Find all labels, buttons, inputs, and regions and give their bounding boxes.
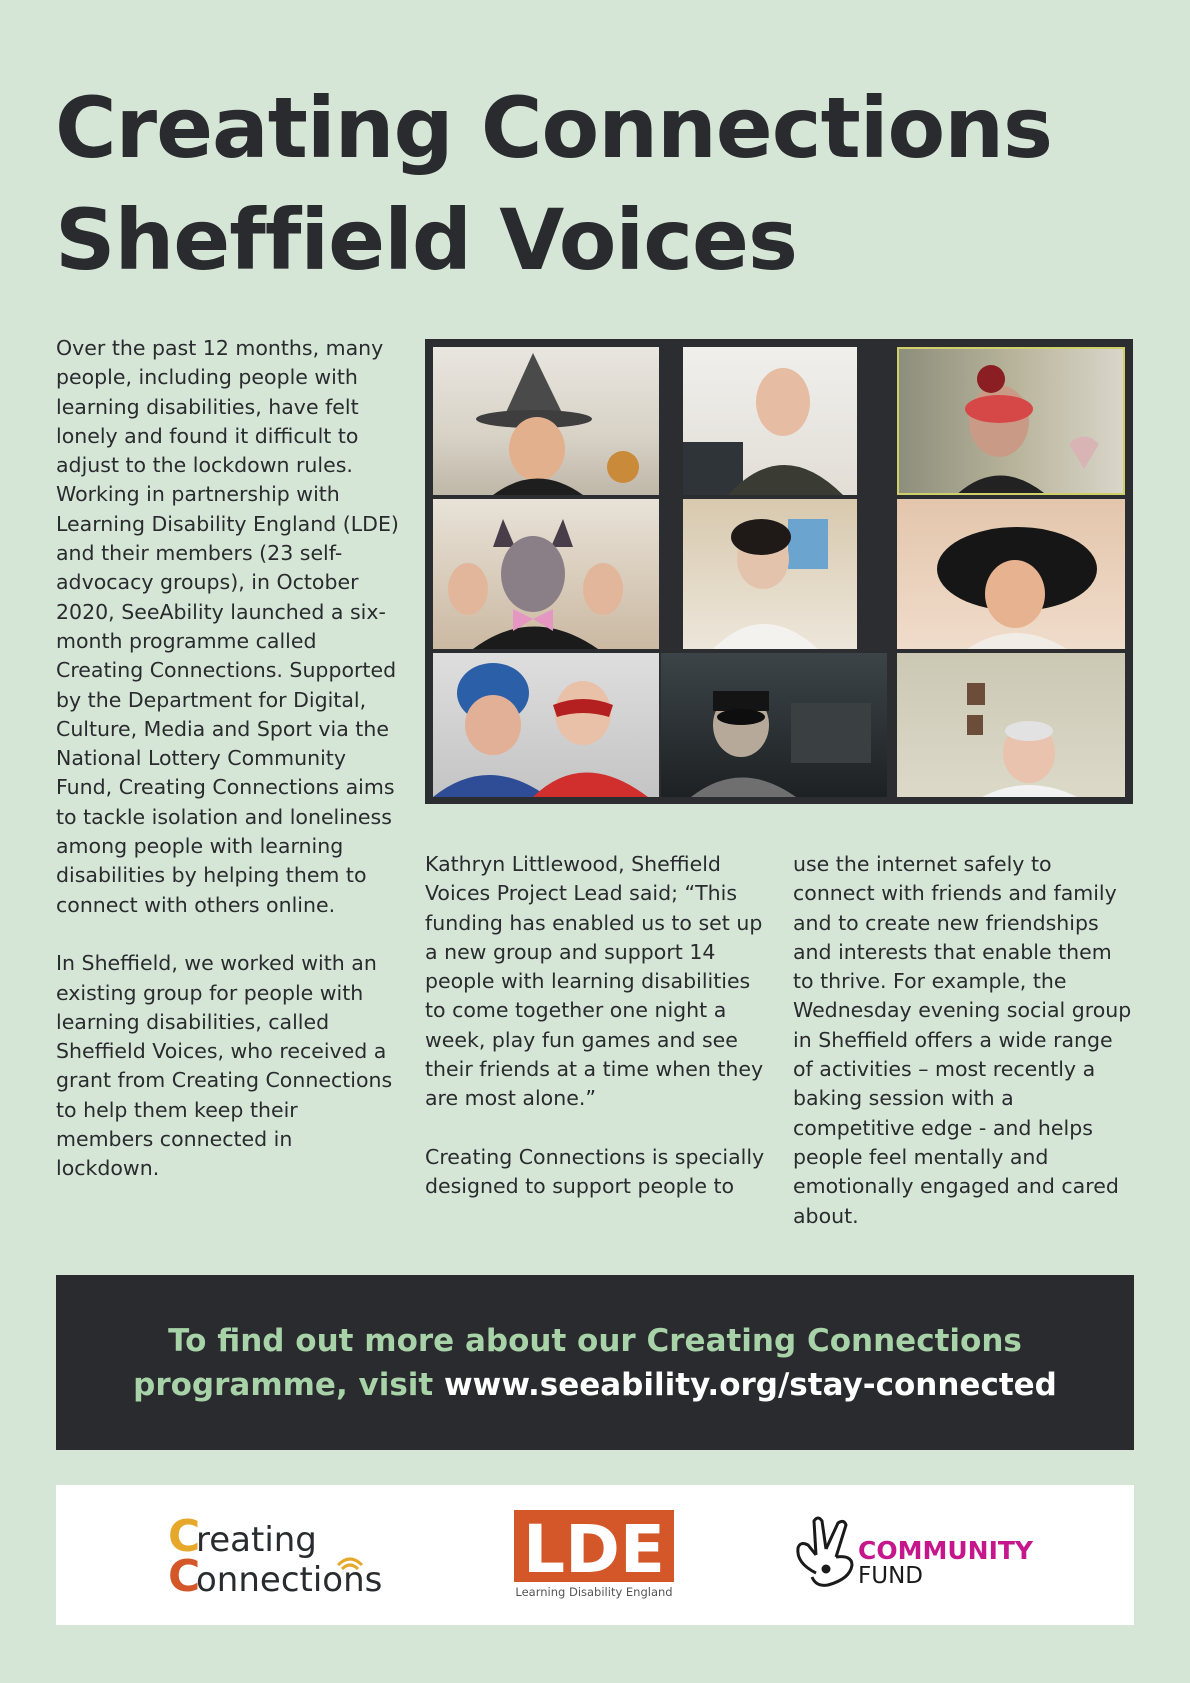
cf-word-fund: FUND: [858, 1563, 923, 1589]
participant-tile: [683, 499, 857, 649]
middle-paragraph-1: Kathryn Littlewood, Sheffield Voices Project Lead said; “This funding has enabled us to set up a new group and support 14 people with learning disabilities to come together one night a week, play fun games and see their friends at a time when they are most alone.”: [425, 852, 764, 1111]
participant-mask: [899, 349, 1125, 495]
participant-tile: [433, 653, 659, 797]
cta-line-2: [56, 1363, 1134, 1407]
participant-man: [683, 347, 857, 495]
cta-line-1: To find out more about our Creating Connections: [168, 1322, 1022, 1359]
participant-tile: [433, 499, 659, 649]
cc-letter-c2: C: [168, 1551, 201, 1595]
cc-word-2: onnections: [196, 1560, 383, 1595]
page-title: [55, 72, 1135, 296]
participant-tile: [897, 653, 1125, 797]
participant-tile: [897, 499, 1125, 649]
participant-pair: [433, 653, 659, 797]
cc-letter-c1: C: [168, 1513, 201, 1562]
partner-logos: [56, 1485, 1134, 1625]
participant-cat: [433, 499, 659, 649]
title-line-1: Creating Connections: [55, 79, 1053, 177]
creating-connections-logo: [168, 1513, 408, 1595]
right-paragraph-1: use the internet safely to connect with friends and family and to create new friendships and interests that enable them to thrive. For example, the Wednesday evening social group in Sheffield offers a wide range of activities – most recently a baking session with a competitive edge - and helps people feel mentally and emotionally engaged and cared about.: [793, 852, 1132, 1228]
participant-masked: [661, 653, 887, 797]
participant-tile: [683, 347, 857, 495]
cta-url-link[interactable]: www.seeability.org/stay-connected: [444, 1366, 1057, 1403]
video-call-photo: [425, 339, 1133, 804]
right-column: [793, 850, 1138, 1231]
participant-woman: [683, 499, 857, 649]
cc-word-1: reating: [196, 1520, 317, 1560]
cf-word-community: COMMUNITY: [858, 1536, 1034, 1565]
participant-tile: [897, 347, 1125, 495]
crossed-fingers-icon: [798, 1518, 852, 1585]
left-column: [56, 334, 401, 1184]
left-paragraph-2: In Sheffield, we worked with an existing group for people with learning disabilities, called Sheffield Voices, who received a grant from Creating Connections to help them keep their members connected in lockdown.: [56, 951, 393, 1181]
participant-tile: [433, 347, 659, 495]
title-line-2: Sheffield Voices: [55, 191, 797, 289]
participant-witch-hat: [433, 347, 659, 495]
middle-paragraph-2: Creating Connections is specially designed to support people to: [425, 1144, 765, 1199]
call-to-action-banner: [56, 1275, 1134, 1450]
middle-column: [425, 850, 770, 1202]
lde-logo: [514, 1510, 674, 1600]
cta-prefix: programme, visit: [133, 1366, 445, 1403]
participant-witch: [897, 499, 1125, 649]
lde-caption: Learning Disability England: [515, 1585, 673, 1599]
lde-letters: LDE: [523, 1511, 665, 1588]
left-paragraph-1: Over the past 12 months, many people, including people with learning disabilities, have felt lonely and found it difficult to adjust to the lockdown rules. Working in partnership with Learning Disability England (LDE) and their members (23 self-advocacy groups), in October 2020, SeeAbility launched a six-month programme called Creating Connections. Supported by the Department for Digital, Culture, Media and Sport via the National Lottery Community Fund, Creating Connections aims to tackle isolation and loneliness among people with learning disabilities by helping them to connect with others online.: [56, 336, 399, 917]
participant-older-man: [897, 653, 1125, 797]
community-fund-logo: [786, 1513, 1036, 1593]
participant-tile: [661, 653, 887, 797]
